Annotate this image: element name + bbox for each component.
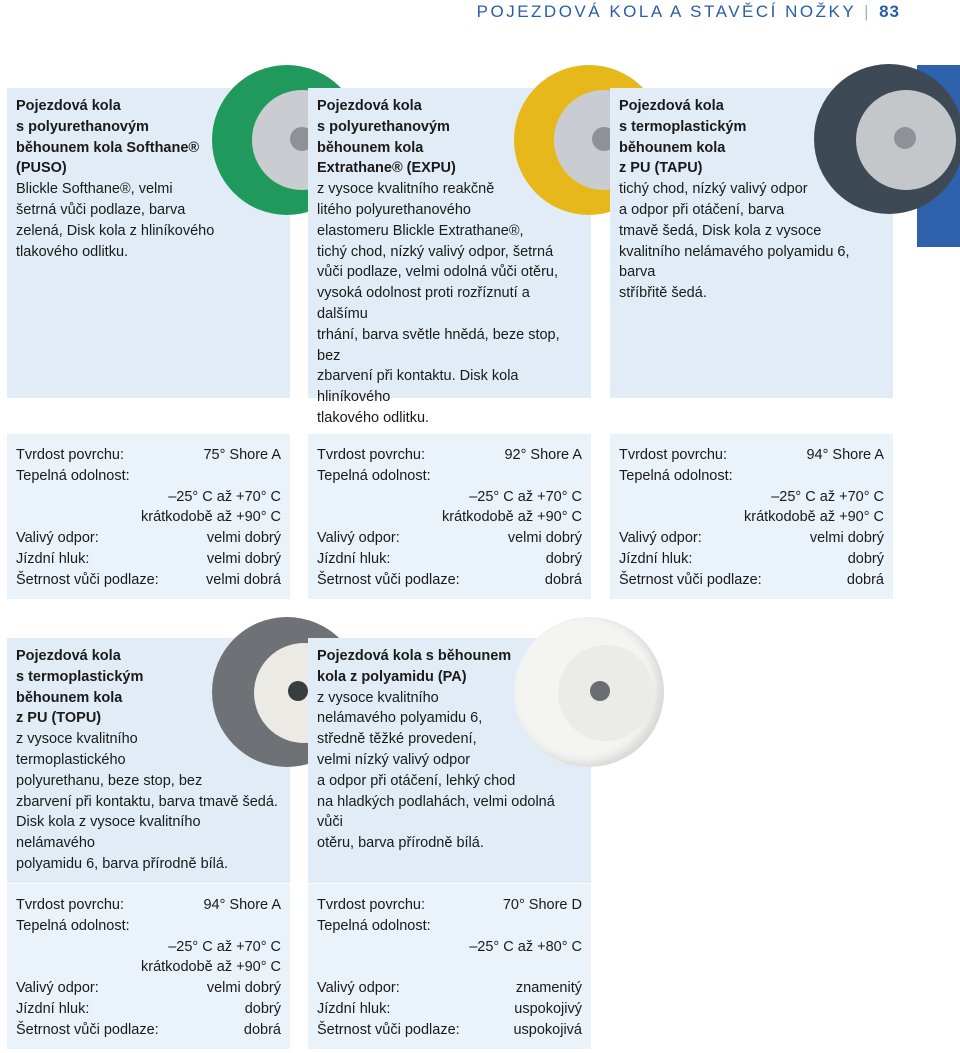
value-heat: –25° C až +70° C <box>168 488 281 505</box>
spec-table-puso <box>7 434 290 599</box>
value-heat: –25° C až +70° C <box>168 938 281 955</box>
value-heat-short: krátkodobě až +90° C <box>140 959 281 976</box>
label-noise: Jízdní hluk: <box>619 550 693 567</box>
label-floor: Šetrnost vůči podlaze: <box>317 571 460 588</box>
product-title: Pojezdová kola s polyurethanovým běhounem kola Extrathane® (EXPU) <box>317 98 456 177</box>
label-rolling: Valivý odpor: <box>317 530 400 547</box>
value-noise: uspokojivý <box>514 1000 582 1017</box>
value-hardness: 92° Shore A <box>504 447 582 463</box>
label-noise: Jízdní hluk: <box>16 550 90 567</box>
label-rolling: Valivý odpor: <box>16 980 99 997</box>
label-hardness: Tvrdost povrchu: <box>619 447 727 463</box>
value-floor: dobrá <box>544 571 582 588</box>
value-heat: –25° C až +80° C <box>469 938 582 955</box>
dark-grey-wheel-image <box>814 64 960 214</box>
header-separator: | <box>864 2 872 21</box>
label-noise: Jízdní hluk: <box>317 550 391 567</box>
value-heat-short: krátkodobě až +90° C <box>441 509 582 526</box>
label-floor: Šetrnost vůči podlaze: <box>317 1021 460 1038</box>
value-hardness: 94° Shore A <box>203 897 281 913</box>
label-floor: Šetrnost vůči podlaze: <box>619 571 762 588</box>
product-description: z vysoce kvalitního termoplastického polyurethanu, beze stop, bez zbarvení při kontaktu, barva tmavě šedá. Disk kola z vysoce kvalitního nelámavého polyamidu 6, barva přírodně bílá. <box>16 731 278 872</box>
label-heat: Tepelná odolnost: <box>16 917 130 934</box>
label-heat: Tepelná odolnost: <box>619 467 733 484</box>
product-description: z vysoce kvalitního reakčně litého polyurethanového elastomeru Blickle Extrathane®, tichý chod, nízký valivý odpor, šetrná vůči podlaze, velmi odolná vůči otěru, vysoká odolnost proti rozříznutí a dalšímu trhání, barva světle hnědá, beze stop, bez zbarvení při kontaktu. Disk kola hliníkového tlakového odlitku. <box>317 181 560 426</box>
value-heat-short: krátkodobě až +90° C <box>743 509 884 526</box>
label-hardness: Tvrdost povrchu: <box>16 447 124 463</box>
wheel-center <box>590 681 610 701</box>
value-floor: velmi dobrá <box>206 571 281 588</box>
value-noise: dobrý <box>244 1000 281 1017</box>
label-floor: Šetrnost vůči podlaze: <box>16 1021 159 1038</box>
spec-table-expu <box>308 434 591 599</box>
value-rolling: velmi dobrý <box>206 980 281 997</box>
label-heat: Tepelná odolnost: <box>317 917 431 934</box>
value-floor: dobrá <box>243 1021 281 1038</box>
value-rolling: velmi dobrý <box>809 530 884 547</box>
value-noise: dobrý <box>545 550 582 567</box>
label-rolling: Valivý odpor: <box>16 530 99 547</box>
page-number: 83 <box>879 2 900 21</box>
product-description: Blickle Softhane®, velmi šetrná vůči podlaze, barva zelená, Disk kola z hliníkového tlakového odlitku. <box>16 181 215 260</box>
value-floor: uspokojivá <box>513 1021 582 1038</box>
value-floor: dobrá <box>846 571 884 588</box>
value-rolling: velmi dobrý <box>206 530 281 547</box>
value-noise: velmi dobrý <box>206 550 281 567</box>
product-description: z vysoce kvalitního nelámavého polyamidu 6, středně těžké provedení, velmi nízký valivý odpor a odpor při otáčení, lehký chod na hladkých podlahách, velmi odolná vůči otěru, barva přírodně bílá. <box>317 689 555 852</box>
product-title: Pojezdová kola s polyurethanovým běhounem kola Softhane® (PUSO) <box>16 98 200 177</box>
value-noise: dobrý <box>847 550 884 567</box>
value-hardness: 75° Shore A <box>203 447 281 463</box>
value-heat: –25° C až +70° C <box>469 488 582 505</box>
spec-table-tapu <box>610 434 893 599</box>
value-heat-short: krátkodobě až +90° C <box>140 509 281 526</box>
label-hardness: Tvrdost povrchu: <box>317 897 425 913</box>
label-rolling: Valivý odpor: <box>317 980 400 997</box>
label-heat: Tepelná odolnost: <box>317 467 431 484</box>
spec-table-pa <box>308 884 591 1049</box>
label-noise: Jízdní hluk: <box>317 1000 391 1017</box>
value-hardness: 70° Shore D <box>502 897 582 913</box>
header-title: POJEZDOVÁ KOLA A STAVĚCÍ NOŽKY <box>476 2 857 21</box>
label-hardness: Tvrdost povrchu: <box>16 897 124 913</box>
label-hardness: Tvrdost povrchu: <box>317 447 425 463</box>
label-noise: Jízdní hluk: <box>16 1000 90 1017</box>
page-header <box>477 0 900 24</box>
white-wheel-image <box>514 617 664 767</box>
product-title: Pojezdová kola s termoplastickým běhounem kola z PU (TOPU) <box>16 648 144 727</box>
product-title: Pojezdová kola s termoplastickým běhounem kola z PU (TAPU) <box>619 98 747 177</box>
label-heat: Tepelná odolnost: <box>16 467 130 484</box>
value-rolling: znamenitý <box>515 980 582 997</box>
spec-table-topu <box>7 884 290 1049</box>
product-title: Pojezdová kola s běhounem kola z polyamidu (PA) <box>317 648 512 685</box>
value-hardness: 94° Shore A <box>806 447 884 463</box>
label-rolling: Valivý odpor: <box>619 530 702 547</box>
wheel-center <box>894 127 916 149</box>
wheel-center <box>288 681 308 701</box>
value-rolling: velmi dobrý <box>507 530 582 547</box>
label-floor: Šetrnost vůči podlaze: <box>16 571 159 588</box>
product-description: tichý chod, nízký valivý odpor a odpor při otáčení, barva tmavě šedá, Disk kola z vysoce kvalitního nelámavého polyamidu 6, barva stříbřitě šedá. <box>619 181 850 302</box>
value-heat: –25° C až +70° C <box>771 488 884 505</box>
